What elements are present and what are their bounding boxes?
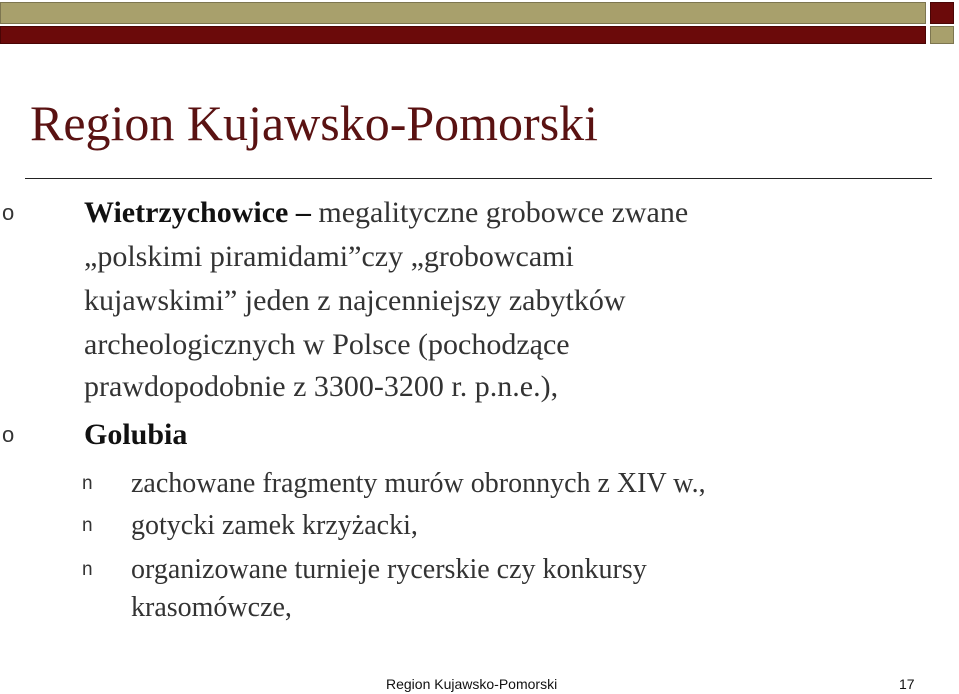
sub-bullet-marker: n	[82, 559, 93, 580]
sub-bullet-marker: n	[82, 473, 93, 494]
bullet-line: „polskimi piramidami”czy „grobowcami	[84, 240, 574, 273]
sub-bullet-line: krasomówcze,	[131, 592, 292, 623]
page-number: 17	[899, 676, 915, 692]
bullet-line: megalityczne grobowce zwane	[318, 196, 689, 229]
sub-bullet-marker: n	[82, 515, 93, 536]
sub-bullet-line: zachowane fragmenty murów obronnych z XIV w.,	[131, 468, 706, 499]
bullet-line: prawdopodobnie z 3300-3200 r. p.n.e.),	[84, 370, 559, 403]
slide-title: Region Kujawsko-Pomorski	[30, 95, 599, 151]
bullet-line: kujawskimi” jeden z najcenniejszy zabytków	[84, 284, 626, 317]
title-divider	[25, 178, 932, 179]
bullet-text	[84, 192, 914, 234]
bullet-heading: Wietrzychowice –	[84, 196, 311, 229]
olive-bar	[0, 2, 926, 24]
slide-footer: Region Kujawsko-Pomorski	[386, 676, 558, 692]
sub-bullet-line: gotycki zamek krzyżacki,	[131, 510, 418, 541]
top-decorative-band	[0, 0, 959, 48]
bullet-heading: Golubia	[84, 418, 188, 451]
bullet-line: archeologicznych w Polsce (pochodzące	[84, 328, 570, 361]
bullet-marker: o	[2, 422, 15, 447]
bullet-marker: o	[2, 200, 15, 225]
sub-bullet-line: organizowane turnieje rycerskie czy konkursy	[131, 554, 647, 585]
dark-red-bar	[0, 26, 926, 44]
corner-square-red	[930, 2, 954, 24]
corner-square-olive	[930, 26, 954, 44]
